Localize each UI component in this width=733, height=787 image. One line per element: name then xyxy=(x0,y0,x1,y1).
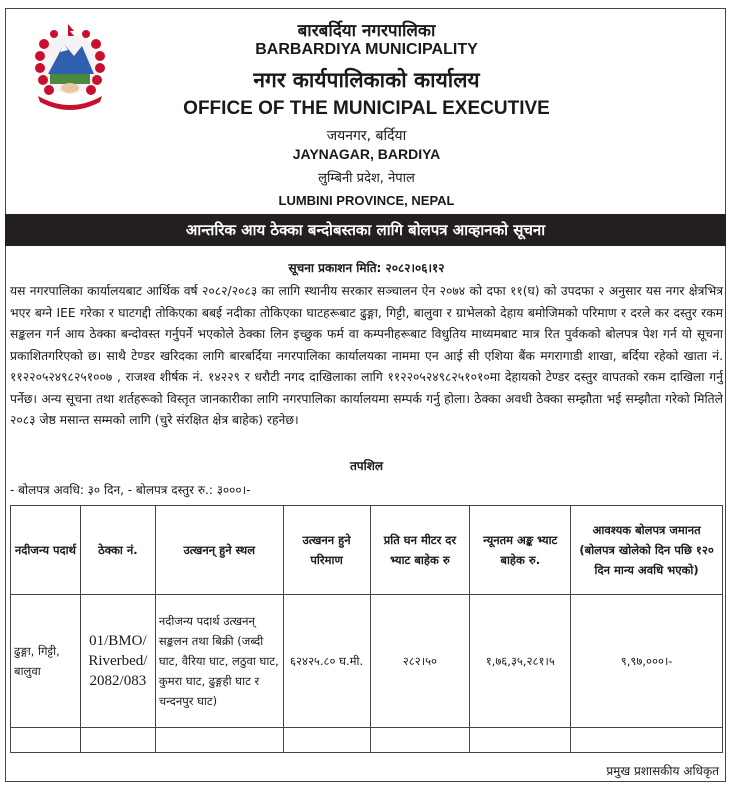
office-name-en: OFFICE OF THE MUNICIPAL EXECUTIVE xyxy=(183,98,550,119)
table-cell xyxy=(370,728,470,753)
location-en: JAYNAGAR, BARDIYA xyxy=(292,146,441,162)
table-cell: ६२४२५.८० घ.मी. xyxy=(283,595,370,728)
table-cell: २८२।५० xyxy=(370,595,470,728)
publish-date: सूचना प्रकाशन मिति: २०८२।०६।१२ xyxy=(288,261,445,275)
table-cell xyxy=(155,728,283,753)
col-header: उत्खनन हुने परिमाण xyxy=(283,506,370,595)
notice-title-banner: आन्तरिक आय ठेक्का बन्दोबस्तका लागि बोलपत्र आव्हानको सूचना xyxy=(5,214,726,246)
col-header: न्यूनतम अङ्क भ्याट बाहेक रु. xyxy=(470,506,571,595)
table-cell: ९,९७,०००।- xyxy=(571,595,723,728)
table-row xyxy=(11,595,723,728)
details-heading: तपशिल xyxy=(349,459,384,473)
table-cell: ढुङ्गा, गिट्टी, बालुवा xyxy=(11,595,81,728)
table-cell: 01/BMO/ Riverbed/ 2082/083 xyxy=(80,595,155,728)
table-cell: १,७६,३५,२८१।५ xyxy=(470,595,571,728)
notice-body: यस नगरपालिका कार्यालयबाट आर्थिक वर्ष २०८२/२०८३ का लागि स्थानीय सरकार सञ्चालन ऐन २०७४ को दफा ११(घ) को उपदफा २ अनुसार यस नगर क्षेत्रभित्र भएर बग्ने IEE गरेका र घाटगद्दी तोकिएका बबई नदीका तोकिएका घाटहरूबाट ढुङ्गा, गिट्टी, बालुवा र ग्राभेलको देहाय बमोजिमको परिमाण र दरले कर दस्तुर रकम सङ्कलन गर्न आय ठेक्का बन्दोवस्त गर्नुपर्ने भएकोले ठेक्का लिन इच्छुक फर्म वा कम्पनीहरूबाट विधुतिय माध्यमबाट मात्र रित पुर्वकको बोलपत्र पेश गर्न यो सूचना प्रकाशितगरिएको छ। साथै टेण्डर खरिदका लागि बारबर्दिया नगरपालिका कार्यालयका नाममा एन आई सी एशिया बैंक मगरागाडी शाखा, बर्दिया रहेको खाता नं. ११२२०५२४९८२५१००७ , राजश्व शीर्षक नं. १४२२९ र धरौटी नगद दाखिलाका लागि ११२२०५२४९८२५१०१०मा देहायको टेण्डर दस्तुर वापतको रकम दाखिला गर्नु पर्नेछ। अन्य सूचना तथा शर्तहरूको विस्तृत जानकारीका लागि नगरपालिका कार्यालयमा सम्पर्क गर्नु होला। ठेक्का अवधी ठेक्का सम्झौता भई सम्झौता गरेको मितिले २०८३ जेष्ठ मसान्त सम्मको लागि (चुरे संरक्षित क्षेत्र बाहेक) रहनेछ। xyxy=(10,284,723,427)
province-np: लुम्बिनी प्रदेश, नेपाल xyxy=(318,171,415,186)
fee-line: - बोलपत्र अवधि: ३० दिन, - बोलपत्र दस्तुर रु.: ३०००।- xyxy=(10,483,251,497)
province-en: LUMBINI PROVINCE, NEPAL xyxy=(278,193,455,208)
tender-table xyxy=(10,505,723,753)
col-header: आवश्यक बोलपत्र जमानत (बोलपत्र खोलेको दिन पछि १२० दिन मान्य अवधि भएको) xyxy=(571,506,723,595)
table-cell xyxy=(80,728,155,753)
table-row-empty xyxy=(11,728,723,753)
signature-title: प्रमुख प्रशासकीय अधिकृत xyxy=(606,764,719,778)
table-cell xyxy=(11,728,81,753)
table-cell xyxy=(571,728,723,753)
col-header: उत्खनन् हुने स्थल xyxy=(155,506,283,595)
col-header: ठेक्का नं. xyxy=(80,506,155,595)
col-header: नदीजन्य पदार्थ xyxy=(11,506,81,595)
table-header-row xyxy=(11,506,723,595)
location-np: जयनगर, बर्दिया xyxy=(326,128,407,144)
municipality-name-np: बारबर्दिया नगरपालिका xyxy=(297,21,436,41)
table-cell: नदीजन्य पदार्थ उत्खनन् सङ्कलन तथा बिक्री (जब्दी घाट, वैरिया घाट, लठुवा घाट, कुमरा घाट, ढुङ्गही घाट र चन्दनपुर घाट) xyxy=(155,595,283,728)
office-name-np: नगर कार्यपालिकाको कार्यालय xyxy=(253,68,480,92)
col-header: प्रति घन मीटर दर भ्याट बाहेक रु xyxy=(370,506,470,595)
table-cell xyxy=(283,728,370,753)
table-cell xyxy=(470,728,571,753)
municipality-name-en: BARBARDIYA MUNICIPALITY xyxy=(255,41,478,58)
